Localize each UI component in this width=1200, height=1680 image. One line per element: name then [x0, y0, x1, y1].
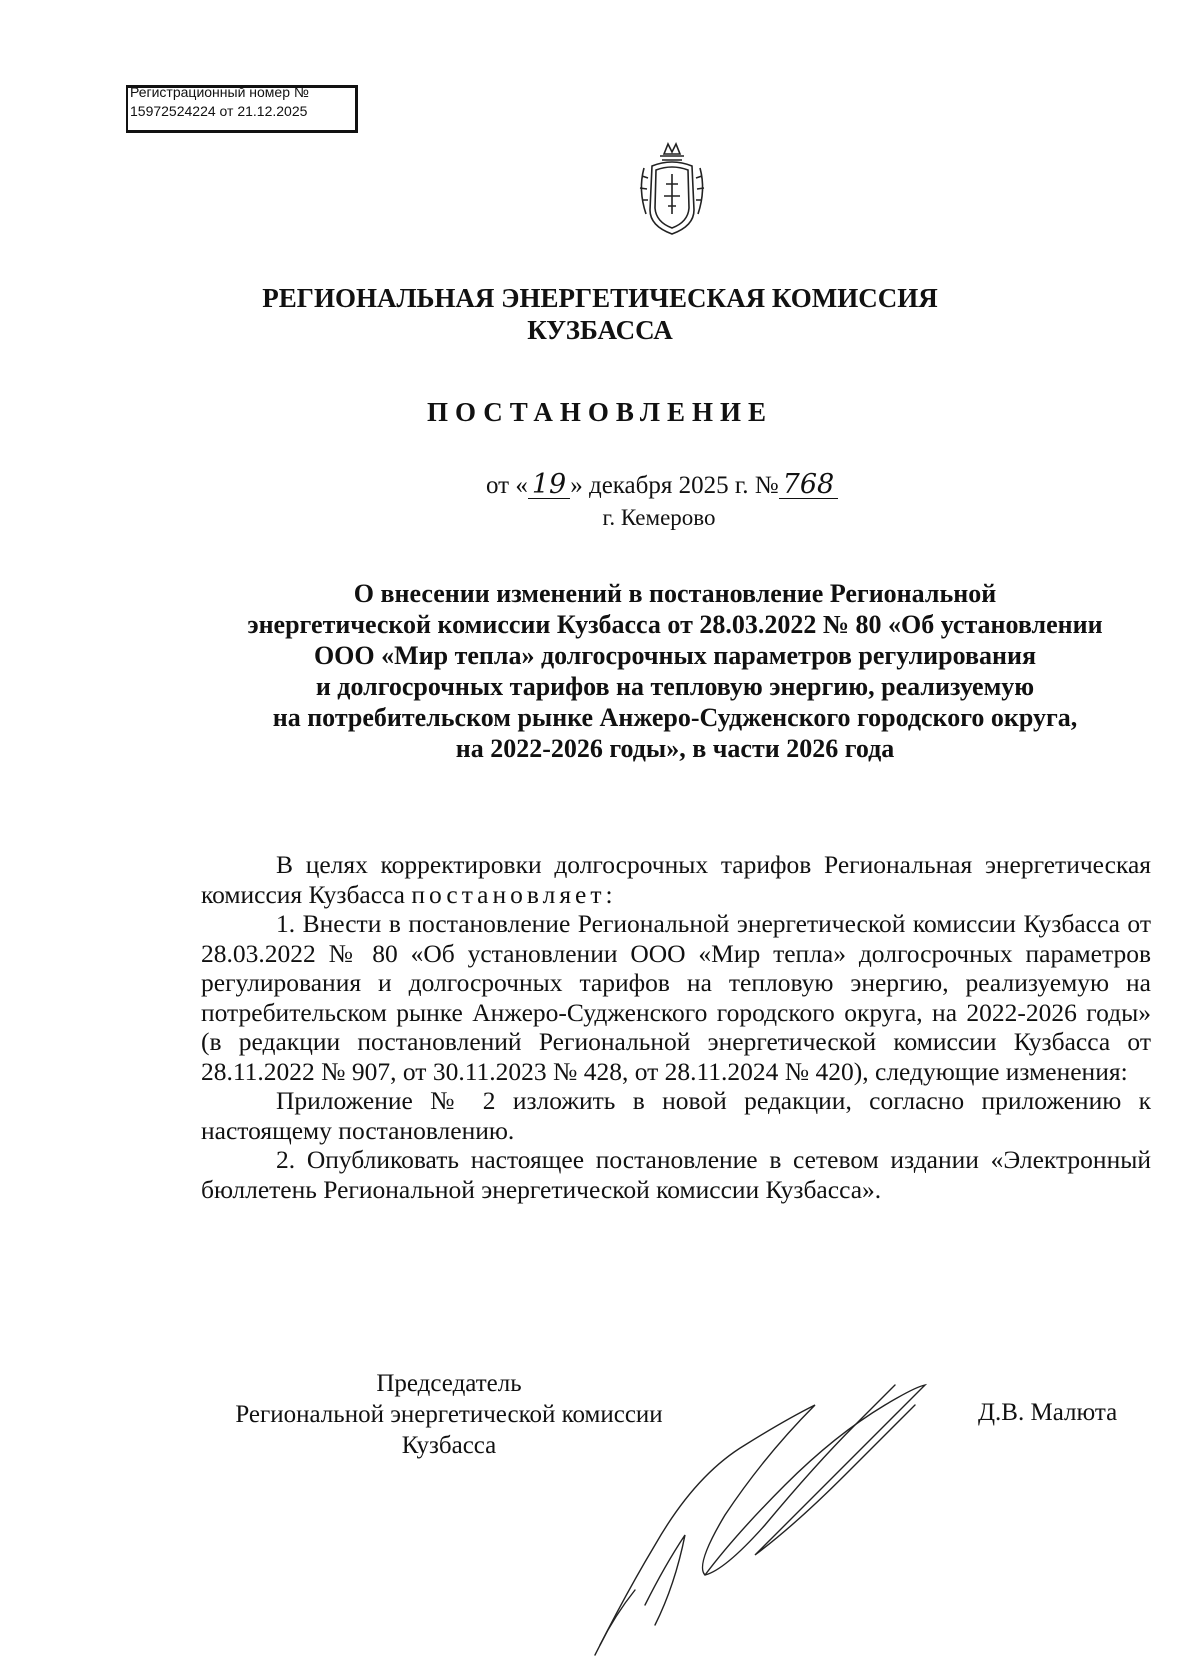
- signatory-name: Д.В. Малюта: [978, 1399, 1118, 1426]
- org-name-line-2: КУЗБАССА: [527, 315, 673, 345]
- body-paragraph-3: Приложение № 2 изложить в новой редакции, согласно приложению к настоящему постановлению.: [201, 1086, 1151, 1145]
- signatory-line-2: Региональной энергетической комиссии: [235, 1401, 663, 1428]
- document-number-handwritten: 768: [779, 472, 839, 499]
- body-paragraph-2: 1. Внести в постановление Региональной энергетической комиссии Кузбасса от 28.03.2022 № 80 «Об установлении ООО «Мир тепла» долгосрочных параметров регулирования и долгосрочных тарифов на тепловую энергию, реализуемую на потребительском рынке Анжеро-Судженского городского округа, на 2022-2026 годы» (в редакции постановлений Региональной энергетической комиссии Кузбасса от 28.11.2022 № 907, от 30.11.2023 № 428, от 28.11.2024 № 420), следующие изменения:: [201, 909, 1151, 1086]
- document-type: ПОСТАНОВЛЕНИЕ: [426, 397, 774, 427]
- city: г. Кемерово: [602, 505, 716, 530]
- title-line: О внесении изменений в постановление Региональной: [353, 579, 997, 608]
- body-paragraph-4: 2. Опубликовать настоящее постановление в сетевом издании «Электронный бюллетень Региональной энергетической комиссии Кузбасса».: [201, 1145, 1151, 1204]
- body-p1-end: :: [605, 879, 613, 909]
- signatory-line-3: Кузбасса: [401, 1432, 497, 1459]
- date-line: [486, 469, 838, 500]
- title-line: на потребительском рынке Анжеро-Судженского городского округа,: [272, 703, 1078, 732]
- registration-stamp: [126, 85, 358, 133]
- title-line: на 2022-2026 годы», в части 2026 года: [455, 734, 895, 763]
- stamp-line-2: 15972524224 от 21.12.2025: [130, 103, 308, 119]
- title-line: энергетической комиссии Кузбасса от 28.03.2022 № 80 «Об установлении: [247, 610, 1103, 639]
- signatory-line-1: Председатель: [376, 1370, 522, 1397]
- body-p1-text: В целях корректировки долгосрочных тарифов Региональная энергетическая комиссия Кузбасса: [201, 850, 1151, 909]
- body-paragraph-1: [201, 850, 1151, 909]
- kuzbass-coat-of-arms-icon: [634, 140, 710, 238]
- stamp-line-1: Регистрационный номер №: [130, 84, 309, 100]
- document-title: [190, 578, 1160, 764]
- date-middle: » декабря 2025 г. №: [570, 472, 779, 499]
- date-day-handwritten: 19: [528, 472, 570, 499]
- handwritten-signature: [585, 1365, 1005, 1665]
- title-line: и долгосрочных тарифов на тепловую энергию, реализуемую: [315, 672, 1035, 701]
- document-body: [201, 850, 1151, 1204]
- date-prefix: от «: [486, 472, 528, 499]
- body-p1-spaced-word: постановляет: [411, 879, 606, 909]
- org-name-line-1: РЕГИОНАЛЬНАЯ ЭНЕРГЕТИЧЕСКАЯ КОМИССИЯ: [262, 283, 938, 313]
- title-line: ООО «Мир тепла» долгосрочных параметров регулирования: [313, 641, 1037, 670]
